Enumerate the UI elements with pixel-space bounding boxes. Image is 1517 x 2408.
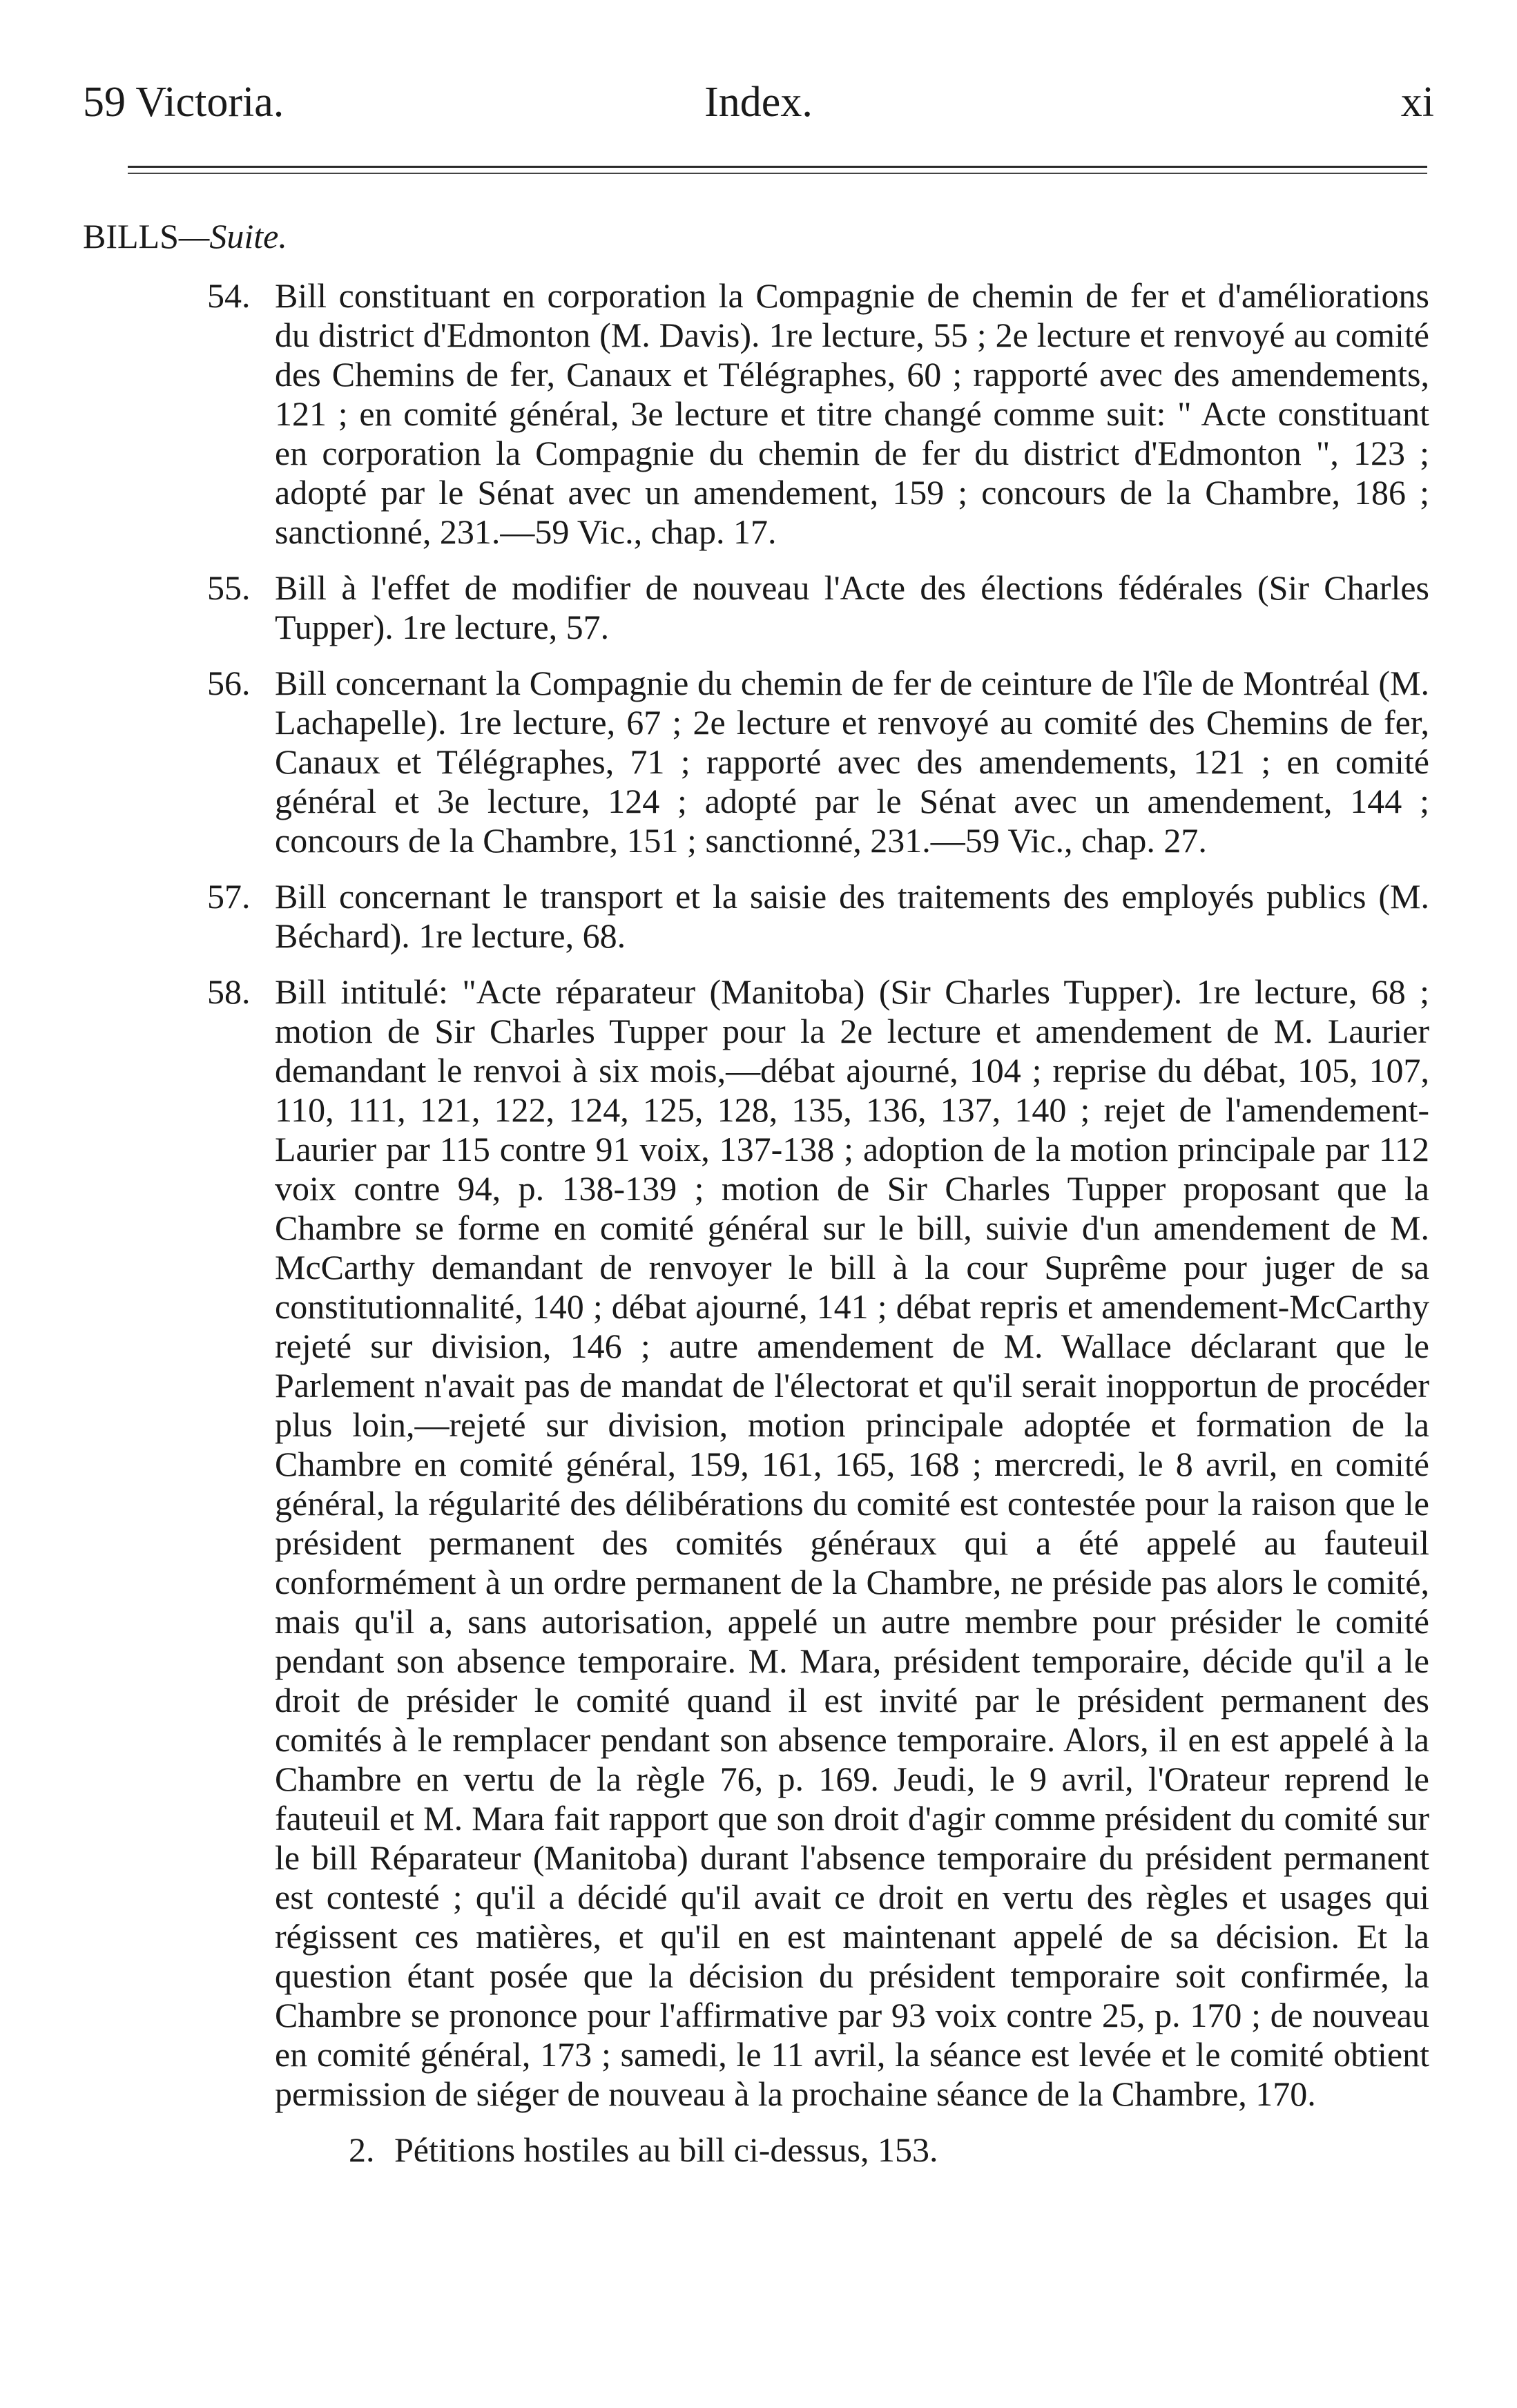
section-heading [83, 214, 287, 258]
index-entries [207, 276, 1429, 2170]
header-rule [128, 166, 1427, 168]
header-year: 59 Victoria. [83, 79, 284, 126]
entry-number: 56. [207, 664, 251, 702]
header-rule-secondary [128, 173, 1427, 174]
subentry-number: 2. [349, 2130, 375, 2169]
index-entry [207, 276, 1429, 552]
entry-text: Bill constituant en corporation la Compagnie de chemin de fer et d'améliorations du district d'Edmonton (M. Davis). 1re lecture, 55 ; 2e lecture et renvoyé au comité des Chemins de fer, Canaux et Télégraphes, 60 ; rapporté avec des amendements, 121 ; en comité général, 3e lecture et titre changé comme suit: " Acte constituant en corporation la Compagnie du chemin de fer du district d'Edmonton ", 123 ; adopté par le Sénat avec un amendement, 159 ; concours de la Chambre, 186 ; sanctionné, 231.—59 Vic., chap. 17. [275, 276, 1429, 551]
section-suffix: —Suite. [178, 217, 287, 256]
index-subentry [207, 2130, 1429, 2170]
entry-text: Bill concernant le transport et la saisie des traitements des employés publics (M. Béchard). 1re lecture, 68. [275, 877, 1429, 955]
entry-number: 55. [207, 568, 251, 607]
entry-number: 54. [207, 276, 251, 315]
index-entry [207, 972, 1429, 2114]
subentry-text: Pétitions hostiles au bill ci-dessus, 153. [394, 2130, 938, 2169]
index-entry [207, 877, 1429, 956]
entry-text: Bill intitulé: "Acte réparateur (Manitoba) (Sir Charles Tupper). 1re lecture, 68 ; motion de Sir Charles Tupper pour la 2e lecture et amendement de M. Laurier demandant le renvoi à six mois,—débat ajourné, 104 ; reprise du débat, 105, 107, 110, 111, 121, 122, 124, 125, 128, 135, 136, 137, 140 ; rejet de l'amendement-Laurier par 115 contre 91 voix, 137-138 ; adoption de la motion principale par 112 voix contre 94, p. 138-139 ; motion de Sir Charles Tupper proposant que la Chambre se forme en comité général sur le bill, suivie d'un amendement de M. McCarthy demandant de renvoyer le bill à la cour Suprême pour juger de sa constitutionnalité, 140 ; débat ajourné, 141 ; débat repris et amendement-McCarthy rejeté sur division, 146 ; autre amendement de M. Wallace déclarant que le Parlement n'avait pas de mandat de l'électorat et qu'il serait inopportun de procéder plus loin,—rejeté sur division, motion principale adoptée et formation de la Chambre en comité général, 159, 161, 165, 168 ; mercredi, le 8 avril, en comité général, la régularité des délibérations du comité est contestée pour la raison que le président permanent des comités généraux qui a été appelé au fauteuil conformément à un ordre permanent de la Chambre, ne préside pas alors le comité, mais qu'il a, sans autorisation, appelé un autre membre pour présider le comité pendant son absence temporaire. M. Mara, président temporaire, décide qu'il a le droit de présider le comité quand il est invité par le président permanent des comités à le remplacer pendant son absence temporaire. Alors, il en est appelé à la Chambre en vertu de la règle 76, p. 169. Jeudi, le 9 avril, l'Orateur reprend le fauteuil et M. Mara fait rapport que son droit d'agir comme président du comité sur le bill Réparateur (Manitoba) durant l'absence temporaire du président permanent est contesté ; qu'il a décidé qu'il avait ce droit en vertu des règles et usages qui régissent ces matières, et qu'il en est maintenant appelé de sa décision. Et la question étant posée que la décision du président temporaire soit confirmée, la Chambre se prononce pour l'affirmative par 93 voix contre 25, p. 170 ; de nouveau en comité général, 173 ; samedi, le 11 avril, la séance est levée et le comité obtient permission de siéger de nouveau à la prochaine séance de la Chambre, 170. [275, 972, 1429, 2113]
entry-number: 58. [207, 972, 251, 1011]
header-page-number: xi [1400, 79, 1434, 126]
header-title: Index. [704, 79, 813, 126]
entry-number: 57. [207, 877, 251, 916]
running-header [83, 75, 1434, 130]
entry-text: Bill concernant la Compagnie du chemin de fer de ceinture de l'île de Montréal (M. Lachapelle). 1re lecture, 67 ; 2e lecture et renvoyé au comité des Chemins de fer, Canaux et Télégraphes, 71 ; rapporté avec des amendements, 121 ; en comité général et 3e lecture, 124 ; adopté par le Sénat avec un amendement, 144 ; concours de la Chambre, 151 ; sanctionné, 231.—59 Vic., chap. 27. [275, 664, 1429, 860]
section-title: BILLS [83, 217, 179, 256]
index-entry [207, 568, 1429, 647]
index-entry [207, 664, 1429, 860]
entry-text: Bill à l'effet de modifier de nouveau l'Acte des élections fédérales (Sir Charles Tupper). 1re lecture, 57. [275, 568, 1429, 646]
